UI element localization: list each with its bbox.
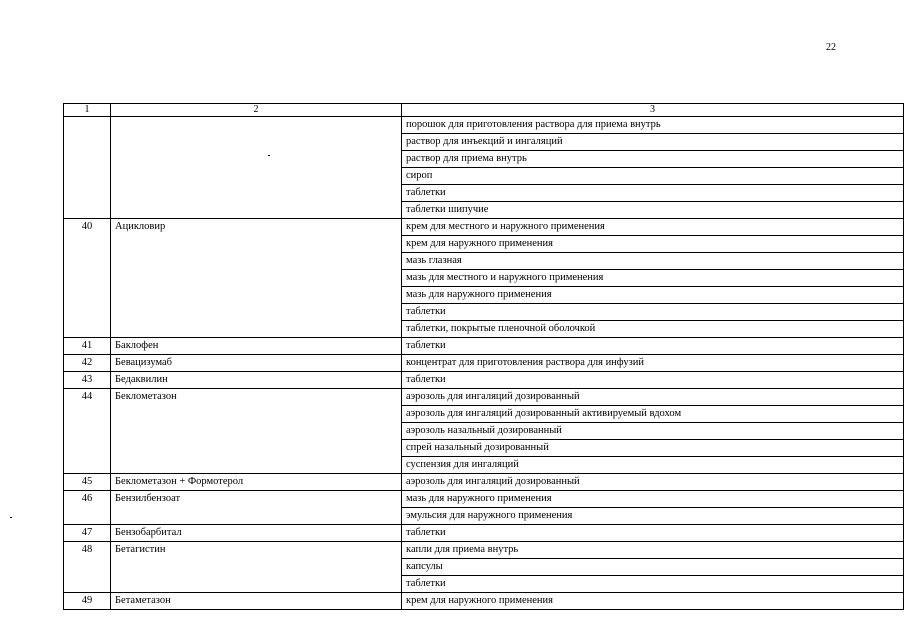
table-row [64,185,904,202]
row-number [64,202,111,219]
row-number [64,236,111,253]
drug-name [111,202,402,219]
row-number: 45 [64,474,111,491]
table-row [64,321,904,338]
dosage-form: крем для наружного применения [402,236,904,253]
dosage-form: аэрозоль для ингаляций дозированный активируемый вдохом [402,406,904,423]
dosage-form: аэрозоль для ингаляций дозированный [402,389,904,406]
drug-name [111,304,402,321]
table-row [64,134,904,151]
table-row [64,151,904,168]
dosage-form: таблетки [402,185,904,202]
dosage-form: капли для приема внутрь [402,542,904,559]
row-number [64,457,111,474]
dosage-form: крем для наружного применения [402,593,904,610]
drug-name: Беклометазон + Формотерол [111,474,402,491]
table-row [64,508,904,525]
dosage-form: сироп [402,168,904,185]
row-number: 43 [64,372,111,389]
row-number [64,559,111,576]
table-row [64,525,904,542]
table-row [64,219,904,236]
dosage-form: таблетки, покрытые пленочной оболочкой [402,321,904,338]
table-body [64,117,904,610]
drug-name: Бевацизумаб [111,355,402,372]
table-row [64,474,904,491]
dosage-form: эмульсия для наружного применения [402,508,904,525]
dosage-form: аэрозоль для ингаляций дозированный [402,474,904,491]
dosage-form: раствор для приема внутрь [402,151,904,168]
row-number [64,270,111,287]
row-number [64,576,111,593]
drug-name [111,423,402,440]
row-number: 41 [64,338,111,355]
table-row [64,117,904,134]
row-number [64,321,111,338]
dosage-form: крем для местного и наружного применения [402,219,904,236]
drug-name [111,457,402,474]
row-number [64,134,111,151]
drug-name [111,559,402,576]
dosage-form: таблетки [402,304,904,321]
drug-name [111,253,402,270]
table-row [64,253,904,270]
drug-name [111,576,402,593]
row-number [64,508,111,525]
row-number: 49 [64,593,111,610]
table-row [64,304,904,321]
drug-name [111,185,402,202]
dosage-form: мазь для наружного применения [402,287,904,304]
dosage-form: раствор для инъекций и ингаляций [402,134,904,151]
table-row [64,338,904,355]
drug-name [111,406,402,423]
dosage-form: таблетки [402,576,904,593]
row-number [64,117,111,134]
table-row [64,423,904,440]
drug-name [111,151,402,168]
dosage-form: мазь для местного и наружного применения [402,270,904,287]
table-row [64,406,904,423]
column-header-2: 2 [111,104,402,117]
row-number [64,151,111,168]
dosage-form: таблетки [402,525,904,542]
dosage-form: спрей назальный дозированный [402,440,904,457]
column-header-3: 3 [402,104,904,117]
row-number: 40 [64,219,111,236]
drug-name [111,134,402,151]
table-row [64,202,904,219]
row-number [64,440,111,457]
drug-name [111,270,402,287]
drug-name: Бетагистин [111,542,402,559]
dosage-form: концентрат для приготовления раствора для инфузий [402,355,904,372]
table-row [64,389,904,406]
table-row [64,440,904,457]
drug-name [111,117,402,134]
table-row [64,287,904,304]
row-number: 46 [64,491,111,508]
table-row [64,593,904,610]
column-header-1: 1 [64,104,111,117]
drug-name [111,321,402,338]
drug-name: Баклофен [111,338,402,355]
row-number: 44 [64,389,111,406]
drug-name: Беклометазон [111,389,402,406]
table-row [64,355,904,372]
row-number [64,253,111,270]
drug-name: Бедаквилин [111,372,402,389]
dosage-form: порошок для приготовления раствора для приема внутрь [402,117,904,134]
drug-forms-table [63,103,904,610]
row-number [64,423,111,440]
table-row [64,236,904,253]
drug-name [111,440,402,457]
drug-name: Бензобарбитал [111,525,402,542]
dosage-form: аэрозоль назальный дозированный [402,423,904,440]
table-row [64,457,904,474]
scan-speck [10,517,12,518]
drug-name [111,287,402,304]
row-number [64,304,111,321]
dosage-form: мазь для наружного применения [402,491,904,508]
row-number: 42 [64,355,111,372]
table-row [64,542,904,559]
row-number [64,168,111,185]
table-row [64,168,904,185]
table-row [64,559,904,576]
dosage-form: таблетки [402,338,904,355]
drug-name: Бензилбензоат [111,491,402,508]
dosage-form: мазь глазная [402,253,904,270]
row-number [64,287,111,304]
drug-name: Ацикловир [111,219,402,236]
dosage-form: таблетки шипучие [402,202,904,219]
drug-name: Бетаметазон [111,593,402,610]
table-row [64,372,904,389]
dosage-form: суспензия для ингаляций [402,457,904,474]
dosage-form: таблетки [402,372,904,389]
drug-name [111,236,402,253]
dosage-form: капсулы [402,559,904,576]
table-row [64,576,904,593]
header-row [64,104,904,117]
row-number [64,406,111,423]
table-row [64,491,904,508]
row-number [64,185,111,202]
row-number: 48 [64,542,111,559]
table-row [64,270,904,287]
drug-name [111,168,402,185]
row-number: 47 [64,525,111,542]
page-number: 22 [826,42,836,53]
drug-name [111,508,402,525]
